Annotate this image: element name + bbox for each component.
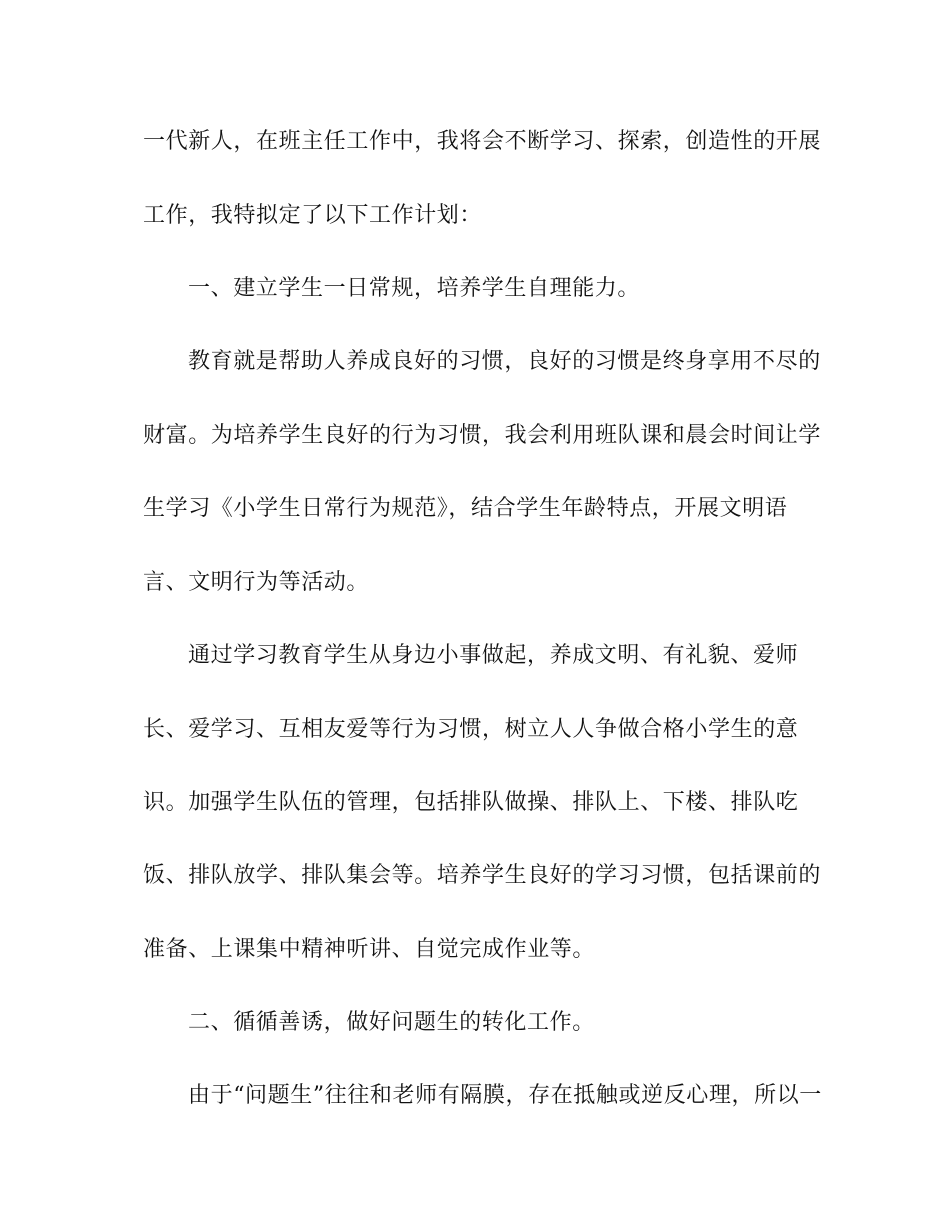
text-line: 财富。为培养学生良好的行为习惯，我会利用班队课和晨会时间让学 — [143, 423, 822, 448]
text-line: 言、文明行为等活动。 — [143, 570, 370, 595]
section-heading: 一、建立学生一日常规，培养学生自理能力。 — [188, 276, 641, 301]
text-line: 工作，我特拟定了以下工作计划： — [143, 203, 483, 228]
paragraph-start-line: 教育就是帮助人养成良好的习惯，良好的习惯是终身享用不尽的 — [188, 349, 821, 374]
text-line: 长、爱学习、互相友爱等行为习惯，树立人人争做合格小学生的意 — [143, 717, 799, 742]
paragraph-start-line: 由于“问题生”往往和老师有隔膜，存在抵触或逆反心理，所以一 — [188, 1083, 822, 1108]
text-line: 生学习《小学生日常行为规范》，结合学生年龄特点，开展文明语 — [143, 496, 788, 521]
text-line: 饭、排队放学、排队集会等。培养学生良好的学习习惯，包括课前的 — [143, 863, 822, 888]
text-line: 一代新人，在班主任工作中，我将会不断学习、探索，创造性的开展 — [143, 129, 822, 154]
text-line: 准备、上课集中精神听讲、自觉完成作业等。 — [143, 937, 596, 962]
section-heading: 二、循循善诱，做好问题生的转化工作。 — [188, 1010, 595, 1035]
paragraph-start-line: 通过学习教育学生从身边小事做起，养成文明、有礼貌、爱师 — [188, 643, 799, 668]
text-line: 识。加强学生队伍的管理，包括排队做操、排队上、下楼、排队吃 — [143, 790, 799, 815]
